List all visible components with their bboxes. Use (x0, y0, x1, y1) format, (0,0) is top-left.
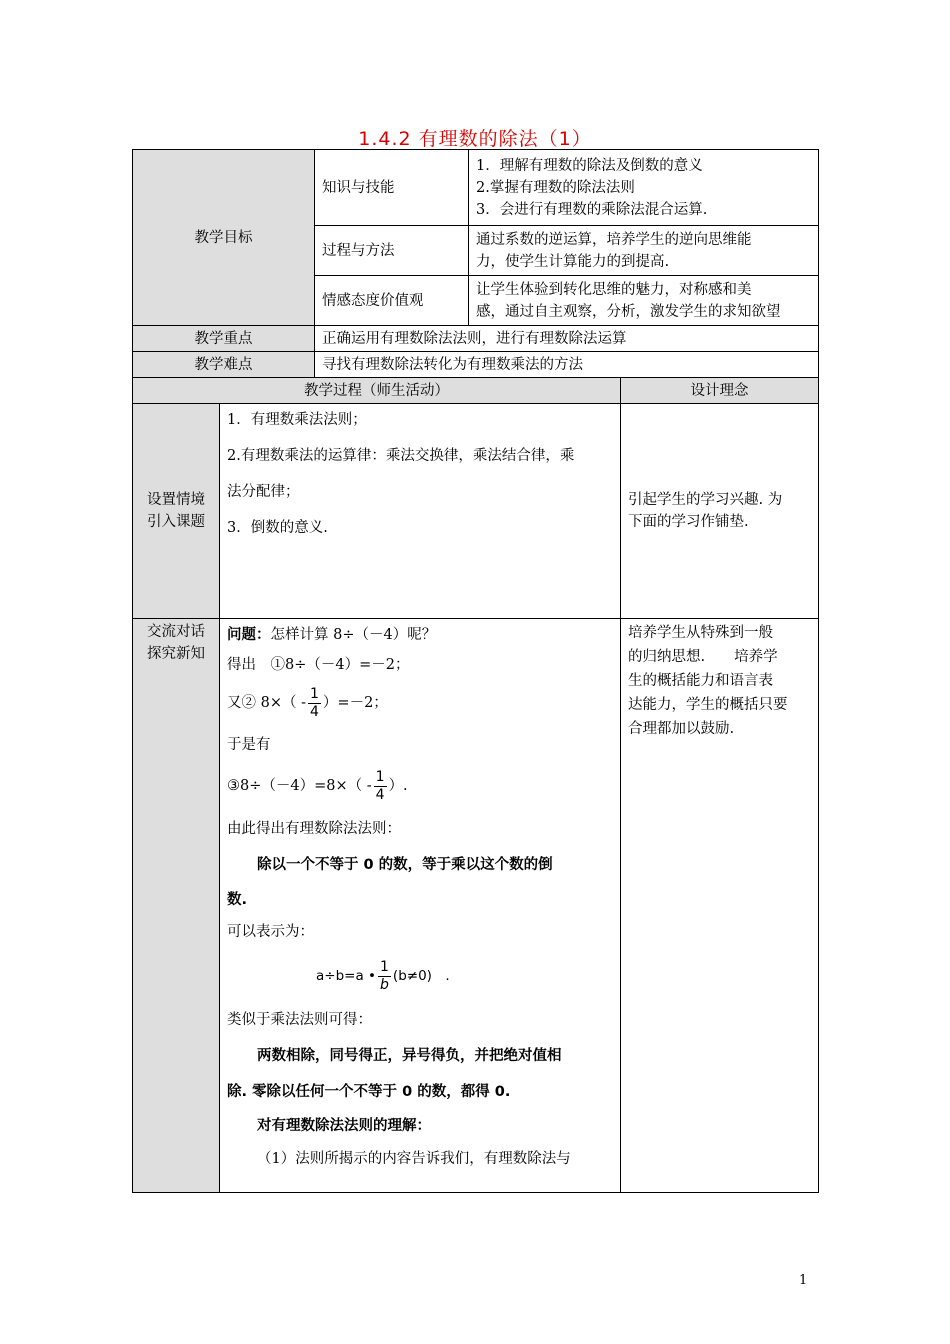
section1-content (220, 404, 621, 619)
content-line: 2.有理数乘法的运算律：乘法交换律，乘法结合律，乘 (227, 448, 575, 464)
understanding-heading: 对有理数除法法则的理解： (257, 1118, 431, 1134)
sign-rule-line-1: 两数相除，同号得正，异号得负，并把绝对值相 (257, 1048, 562, 1064)
analogy-intro: 类似于乘法法则可得： (227, 1012, 372, 1028)
design-line: 的归纳思想. 培养学 (628, 649, 778, 665)
design-line: 生的概括能力和语言表 (628, 673, 773, 689)
objective-line: 3．会进行有理数的乘除法混合运算. (476, 201, 708, 218)
formula-prefix: a÷b=a • (316, 968, 376, 984)
design-line: 培养学生从特殊到一般 (628, 625, 773, 641)
key-point-label: 教学重点 (133, 326, 315, 352)
process-header: 教学过程（师生活动） (133, 378, 621, 404)
objective-process-content (469, 226, 819, 276)
rule-intro: 由此得出有理数除法法则： (227, 821, 401, 837)
fraction-one-quarter: $\frac{1}{4}$ (310, 685, 319, 720)
section-label-line: 引入课题 (147, 514, 205, 530)
question-label: 问题： (227, 627, 271, 643)
objective-knowledge-content (469, 150, 819, 226)
objective-line: 力，使学生计算能力的到提高. (476, 253, 670, 270)
design-line: 达能力，学生的概括只要 (628, 697, 788, 713)
content-line: 1．有理数乘法法则； (227, 412, 367, 428)
derivation-line-4-prefix: ③8÷（－4）=8×（ - (227, 778, 372, 794)
content-line: 3．倒数的意义. (227, 520, 328, 536)
design-line: 下面的学习作铺垫. (628, 514, 749, 530)
section-label-line: 交流对话 (147, 624, 205, 640)
design-line: 合理都加以鼓励. (628, 721, 735, 737)
section1-design (621, 404, 819, 619)
section2-content (220, 619, 621, 1193)
question-text: 怎样计算 8÷（－4）呢？ (270, 627, 437, 643)
fraction-one-quarter: $\frac{1}{4}$ (375, 768, 385, 803)
objective-line: 通过系数的逆运算，培养学生的逆向思维能 (476, 231, 752, 248)
document-title: 1.4.2 有理数的除法（1） (358, 128, 592, 150)
objective-line: 让学生体验到转化思维的魅力，对称感和美 (476, 281, 752, 298)
section-label-line: 设置情境 (147, 492, 205, 508)
difficulty-value: 寻找有理数除法转化为有理数乘法的方法 (315, 352, 819, 378)
formula-suffix: (b≠0) . (392, 968, 450, 984)
division-rule-line-2: 数. (227, 892, 248, 908)
objective-line: 1．理解有理数的除法及倒数的意义 (476, 157, 703, 174)
derivation-line-2-suffix: ）=－2； (322, 695, 388, 711)
expression-intro: 可以表示为： (227, 924, 314, 940)
content-line: 法分配律； (227, 484, 300, 500)
division-rule-line-1: 除以一个不等于 0 的数，等于乘以这个数的倒 (257, 857, 553, 873)
objective-category-emotion: 情感态度价值观 (315, 276, 469, 326)
difficulty-label: 教学难点 (133, 352, 315, 378)
section2-design (621, 619, 819, 1193)
understanding-line-1: （1）法则所揭示的内容告诉我们，有理数除法与 (257, 1151, 571, 1167)
process-table (132, 377, 819, 1193)
objective-line: 感，通过自主观察，分析，激发学生的求知欲望 (476, 303, 781, 320)
derivation-line-1: 得出 ①8÷（－4）=－2； (227, 657, 410, 673)
key-point-value: 正确运用有理数除法法则，进行有理数除法运算 (315, 326, 819, 352)
derivation-line-3: 于是有 (227, 737, 271, 753)
objective-category-process: 过程与方法 (315, 226, 469, 276)
objective-emotion-content (469, 276, 819, 326)
section1-label (133, 404, 220, 619)
fraction-one-over-b: $\frac{1}{b}$ (380, 958, 389, 993)
objective-category-knowledge: 知识与技能 (315, 150, 469, 226)
section-label-line: 探究新知 (147, 646, 205, 662)
design-line: 引起学生的学习兴趣. 为 (628, 492, 783, 508)
objectives-table (132, 149, 819, 378)
sign-rule-line-2: 除. 零除以任何一个不等于 0 的数，都得 0. (227, 1084, 511, 1100)
design-header: 设计理念 (621, 378, 819, 404)
derivation-line-2-prefix: 又② 8×（ - (227, 695, 306, 711)
objectives-label: 教学目标 (133, 150, 315, 326)
objective-line: 2.掌握有理数的除法法则 (476, 179, 635, 196)
section2-label (133, 619, 220, 1193)
derivation-line-4-suffix: ）. (388, 778, 408, 794)
page-number: 1 (799, 1273, 808, 1288)
